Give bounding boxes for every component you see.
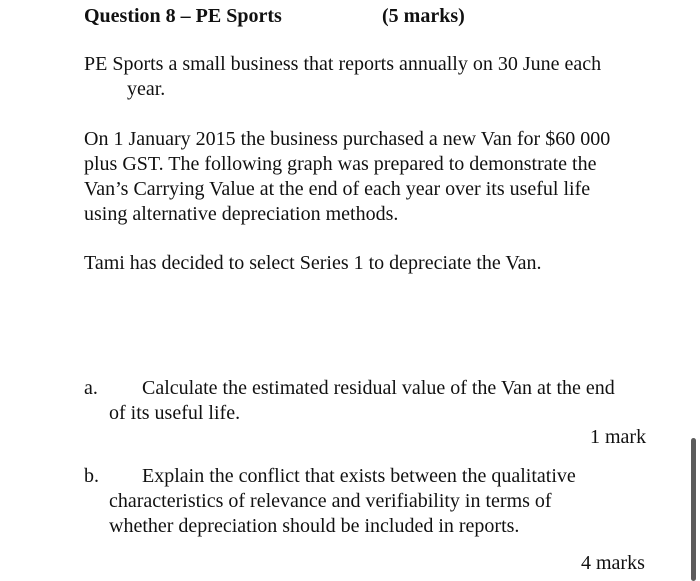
part-a-label: a. <box>84 377 98 399</box>
decision-line: Tami has decided to select Series 1 to depreciate the Van. <box>84 252 542 274</box>
part-b-label: b. <box>84 465 99 487</box>
part-b-line: Explain the conflict that exists between the qualitative <box>142 465 576 487</box>
part-a-line: Calculate the estimated residual value of the Van at the end <box>142 377 615 399</box>
decision-paragraph <box>84 251 644 276</box>
scenario-line: On 1 January 2015 the business purchased a new Van for $60 000 <box>84 128 611 150</box>
part-b-line: whether depreciation should be included in reports. <box>109 515 520 537</box>
scenario-paragraph <box>84 127 644 227</box>
intro-line: year. <box>127 78 166 100</box>
intro-line: PE Sports a small business that reports annually on 30 June each <box>84 53 602 75</box>
scenario-line: plus GST. The following graph was prepared to demonstrate the <box>84 153 597 175</box>
scenario-line: using alternative depreciation methods. <box>84 203 399 225</box>
vertical-scrollbar[interactable] <box>691 438 696 581</box>
question-total-marks: (5 marks) <box>382 5 465 27</box>
intro-paragraph <box>84 52 644 102</box>
part-a-marks: 1 mark <box>590 426 647 448</box>
part-a-question <box>84 376 644 426</box>
question-title: Question 8 – PE Sports <box>84 5 282 27</box>
part-a-line: of its useful life. <box>109 402 241 424</box>
part-b-question <box>84 464 644 539</box>
part-b-marks: 4 marks <box>581 552 645 574</box>
part-b-line: characteristics of relevance and verifiability in terms of <box>109 490 552 512</box>
scenario-line: Van’s Carrying Value at the end of each year over its useful life <box>84 178 591 200</box>
